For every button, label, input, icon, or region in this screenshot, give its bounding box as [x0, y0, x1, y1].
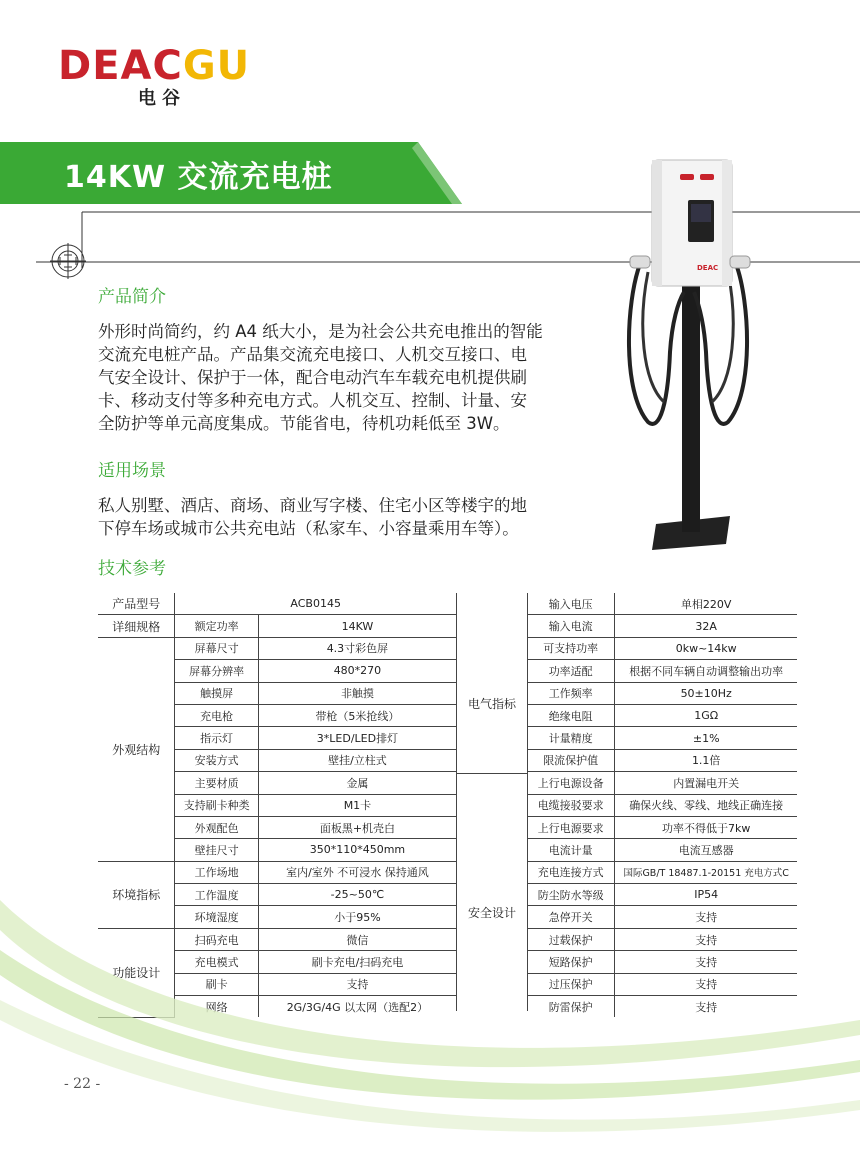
spec-value: 内置漏电开关 — [615, 772, 797, 794]
table-row — [527, 682, 797, 704]
spec-value: 根据不同车辆自动调整输出功率 — [615, 660, 797, 682]
spec-value: ±1% — [615, 727, 797, 749]
detail-label: 详细规格 — [98, 615, 175, 637]
spec-key: 过载保护 — [527, 928, 615, 950]
scene-text: 私人别墅、酒店、商场、商业写字楼、住宅小区等楼宇的地下停车场或城市公共充电站（私家车、小容量乘用车等）。 — [98, 496, 527, 538]
spec-value: 4.3寸彩色屏 — [258, 637, 456, 659]
spec-key: 额定功率 — [175, 615, 258, 637]
spec-value: M1卡 — [258, 794, 456, 816]
spec-key: 刷卡 — [175, 973, 258, 995]
spec-value: 480*270 — [258, 660, 456, 682]
spec-key: 工作场地 — [175, 861, 258, 883]
spec-key: 外观配色 — [175, 816, 258, 838]
spec-key: 工作温度 — [175, 884, 258, 906]
group-env: 环境指标 — [98, 861, 175, 928]
spec-key: 电缆接驳要求 — [527, 794, 615, 816]
spec-key: 输入电流 — [527, 615, 615, 637]
table-row — [527, 749, 797, 771]
spec-key: 触摸屏 — [175, 682, 258, 704]
spec-value: 电流互感器 — [615, 839, 797, 861]
group-func: 功能设计 — [98, 928, 175, 1017]
spec-key: 屏幕尺寸 — [175, 637, 258, 659]
spec-key: 计量精度 — [527, 727, 615, 749]
group-divider — [457, 773, 527, 774]
crosshair-icon — [36, 236, 96, 286]
table-row — [527, 772, 797, 794]
scene-heading: 适用场景 — [98, 461, 166, 481]
spec-value: 功率不得低于7kw — [615, 816, 797, 838]
spec-key: 限流保护值 — [527, 749, 615, 771]
spec-value: -25~50℃ — [258, 884, 456, 906]
tech-heading: 技术参考 — [98, 559, 166, 579]
spec-value: 单相220V — [615, 593, 797, 615]
spec-key: 电流计量 — [527, 839, 615, 861]
model-label: 产品型号 — [98, 593, 175, 615]
spec-value: 0kw~14kw — [615, 637, 797, 659]
spec-value: 支持 — [258, 973, 456, 995]
spec-value: 非触摸 — [258, 682, 456, 704]
spec-value: 确保火线、零线、地线正确连接 — [615, 794, 797, 816]
spec-key: 充电枪 — [175, 704, 258, 726]
spec-key: 上行电源设备 — [527, 772, 615, 794]
spec-value: 2G/3G/4G 以太网（选配2） — [258, 996, 456, 1018]
svg-text:DEAC: DEAC — [697, 264, 719, 272]
table-row — [527, 637, 797, 659]
table-row — [98, 637, 456, 659]
group-appearance: 外观结构 — [98, 637, 175, 861]
spec-key: 防雷保护 — [548, 1000, 593, 1014]
spec-key: 可支持功率 — [527, 637, 615, 659]
spec-value: 室内/室外 不可浸水 保持通风 — [258, 861, 456, 883]
spec-value: 面板黑+机壳白 — [258, 816, 456, 838]
spec-value: 支持 — [615, 951, 797, 973]
spec-key: 绝缘电阻 — [527, 704, 615, 726]
spec-key: 工作频率 — [527, 682, 615, 704]
spec-key: 环境湿度 — [175, 906, 258, 928]
spec-key: 防尘防水等级 — [527, 884, 615, 906]
spec-value: 32A — [615, 615, 797, 637]
table-row — [527, 615, 797, 637]
spec-key: 过压保护 — [527, 973, 615, 995]
spec-value: 小于95% — [258, 906, 456, 928]
spec-key: 扫码充电 — [175, 928, 258, 950]
spec-value: 1.1倍 — [615, 749, 797, 771]
spec-key: 输入电压 — [527, 593, 615, 615]
intro-heading: 产品简介 — [98, 287, 166, 307]
table-row — [527, 593, 797, 615]
decorative-swoosh — [0, 860, 860, 1163]
spec-key: 支持刷卡种类 — [175, 794, 258, 816]
spec-value: 1GΩ — [615, 704, 797, 726]
logo-chinese-name: 电谷 — [138, 88, 186, 109]
spec-key: 短路保护 — [527, 951, 615, 973]
table-row — [527, 839, 797, 861]
spec-value: 金属 — [258, 772, 456, 794]
spec-key: 壁挂尺寸 — [175, 839, 258, 861]
spec-value: 支持 — [615, 973, 797, 995]
table-row — [98, 615, 456, 637]
spec-key: 充电连接方式 — [527, 861, 615, 883]
table-row — [527, 660, 797, 682]
spec-value: 14KW — [258, 615, 456, 637]
intro-text: 外形时尚简约，约 A4 纸大小，是为社会公共充电推出的智能交流充电桩产品。产品集交流充电接口、人机交互接口、电气安全设计、保护于一体，配合电动汽车车载充电机提供刷卡、移动支付等多种充电方式。人机交互、控制、计量、安全防护等单元高度集成。节能省电，待机功耗低至 3W。 — [98, 322, 543, 433]
logo-wordmark: DEACGU — [58, 43, 251, 89]
spec-key: 屏幕分辨率 — [175, 660, 258, 682]
table-row — [527, 727, 797, 749]
spec-value: 50±10Hz — [615, 682, 797, 704]
model-value: ACB0145 — [175, 593, 456, 615]
spec-value: 国际GB/T 18487.1-20151 充电方式C — [615, 861, 797, 883]
table-row — [527, 816, 797, 838]
spec-key: 主要材质 — [175, 772, 258, 794]
table-row — [527, 794, 797, 816]
table-row — [98, 593, 456, 615]
spec-value: 350*110*450mm — [258, 839, 456, 861]
spec-value: 带枪（5米抢线） — [258, 704, 456, 726]
spec-value: 3*LED/LED排灯 — [258, 727, 456, 749]
spec-key: 急停开关 — [527, 906, 615, 928]
spec-value: 支持 — [615, 928, 797, 950]
spec-value: IP54 — [615, 884, 797, 906]
spec-value: 支持 — [615, 906, 797, 928]
spec-value: 壁挂/立柱式 — [258, 749, 456, 771]
spec-key: 安装方式 — [175, 749, 258, 771]
spec-key: 充电模式 — [175, 951, 258, 973]
page-title: 14KW 交流充电桩 — [64, 160, 333, 195]
spec-value: 支持 — [615, 996, 797, 1018]
group-electrical: 电气指标 — [467, 697, 516, 711]
table-row — [527, 704, 797, 726]
page-number: - 22 - — [64, 1076, 101, 1092]
spec-key: 指示灯 — [175, 727, 258, 749]
spec-value: 刷卡充电/扫码充电 — [258, 951, 456, 973]
spec-key: 上行电源要求 — [527, 816, 615, 838]
group-safety: 安全设计 — [467, 906, 516, 920]
charger-illustration — [608, 152, 768, 562]
spec-value: 微信 — [258, 928, 456, 950]
spec-key: 网络 — [175, 996, 258, 1018]
spec-key: 功率适配 — [527, 660, 615, 682]
